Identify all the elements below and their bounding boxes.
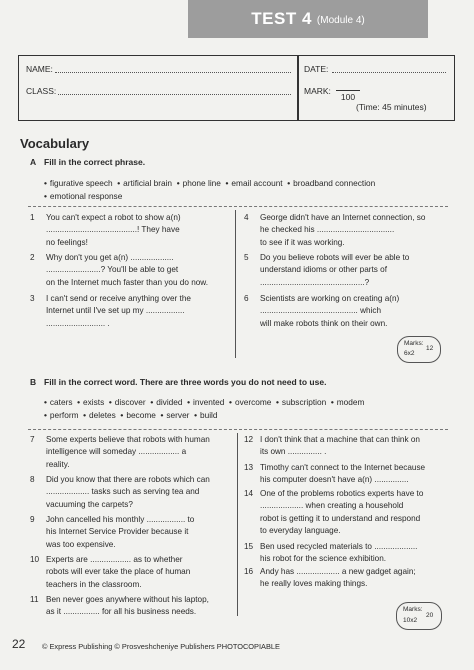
bank-item: • caters: [44, 397, 73, 407]
name-field[interactable]: [55, 72, 291, 73]
mark-denominator: 100: [340, 92, 356, 102]
mark-label: MARK:: [304, 86, 331, 96]
mark-fraction-line: [336, 90, 360, 91]
page-number: 22: [12, 637, 26, 651]
bank-item: • modem: [330, 397, 365, 407]
section-a-top-rule: [28, 206, 448, 207]
bank-item: • figurative speech: [44, 178, 113, 188]
section-b-marks-box: Marks: 10x2 20: [396, 602, 442, 630]
bank-item: • artificial brain: [117, 178, 173, 188]
section-b-top-rule: [28, 429, 448, 430]
bank-item: • exists: [77, 397, 105, 407]
test-title: TEST 4: [251, 9, 312, 28]
section-b-letter: B: [30, 377, 37, 387]
time-label: (Time: 45 minutes): [356, 102, 427, 112]
question-2: 2 Why don't you get a(n) ................... ........................? You'll be able to get on the Internet much faster than you do now.: [30, 253, 209, 287]
bank-item: • server: [160, 410, 190, 420]
section-b-word-bank: [44, 396, 459, 422]
name-label: NAME:: [26, 64, 53, 74]
section-a-column-divider: [235, 210, 236, 358]
bank-item: • subscription: [276, 397, 327, 407]
date-field[interactable]: [332, 72, 446, 73]
section-b-column-divider: [237, 433, 238, 616]
bank-item: • perform: [44, 410, 79, 420]
section-a-word-bank: [44, 177, 454, 203]
section-a-instruction: Fill in the correct phrase.: [44, 157, 146, 167]
bank-item: • divided: [150, 397, 183, 407]
section-a-letter: A: [30, 157, 37, 167]
bank-item: • emotional response: [44, 191, 123, 201]
section-a-marks-box: Marks: 6x2 12: [397, 336, 441, 363]
section-b-instruction: Fill in the correct word. There are three words you do not need to use.: [44, 377, 327, 387]
bank-item: • email account: [225, 178, 283, 188]
bank-item: • invented: [187, 397, 225, 407]
module-label: (Module 4): [316, 15, 365, 26]
bank-item: • discover: [108, 397, 146, 407]
question-4: 4 George didn't have an Internet connection, so he checked his .................................. to see if it was working.: [244, 213, 426, 247]
test-title-band: [188, 0, 428, 38]
question-6: 6 Scientists are working on creating a(n) ........................................... which will make robots think on their own.: [244, 294, 400, 328]
class-label: CLASS:: [26, 86, 57, 96]
bank-item: • phone line: [176, 178, 221, 188]
bank-item: • become: [120, 410, 156, 420]
class-field[interactable]: [58, 94, 291, 95]
question-3: 3 I can't send or receive anything over the Internet until I've set up my ................. .......................... .: [30, 294, 191, 328]
question-5: 5 Do you believe robots will ever be able to understand idioms or other parts of ..............................................?: [244, 253, 410, 287]
info-box-divider: [297, 55, 299, 121]
date-label: DATE:: [304, 64, 329, 74]
bank-item: • deletes: [83, 410, 116, 420]
bank-item: • build: [194, 410, 218, 420]
question-1: 1 You can't expect a robot to show a(n) ........................................! They have no feelings!: [30, 213, 181, 247]
bank-item: • broadband connection: [287, 178, 376, 188]
copyright-footer: © Express Publishing © Prosveshcheniye Publishers PHOTOCOPIABLE: [42, 642, 280, 651]
vocabulary-heading: Vocabulary: [20, 136, 90, 151]
bank-item: • overcome: [229, 397, 272, 407]
